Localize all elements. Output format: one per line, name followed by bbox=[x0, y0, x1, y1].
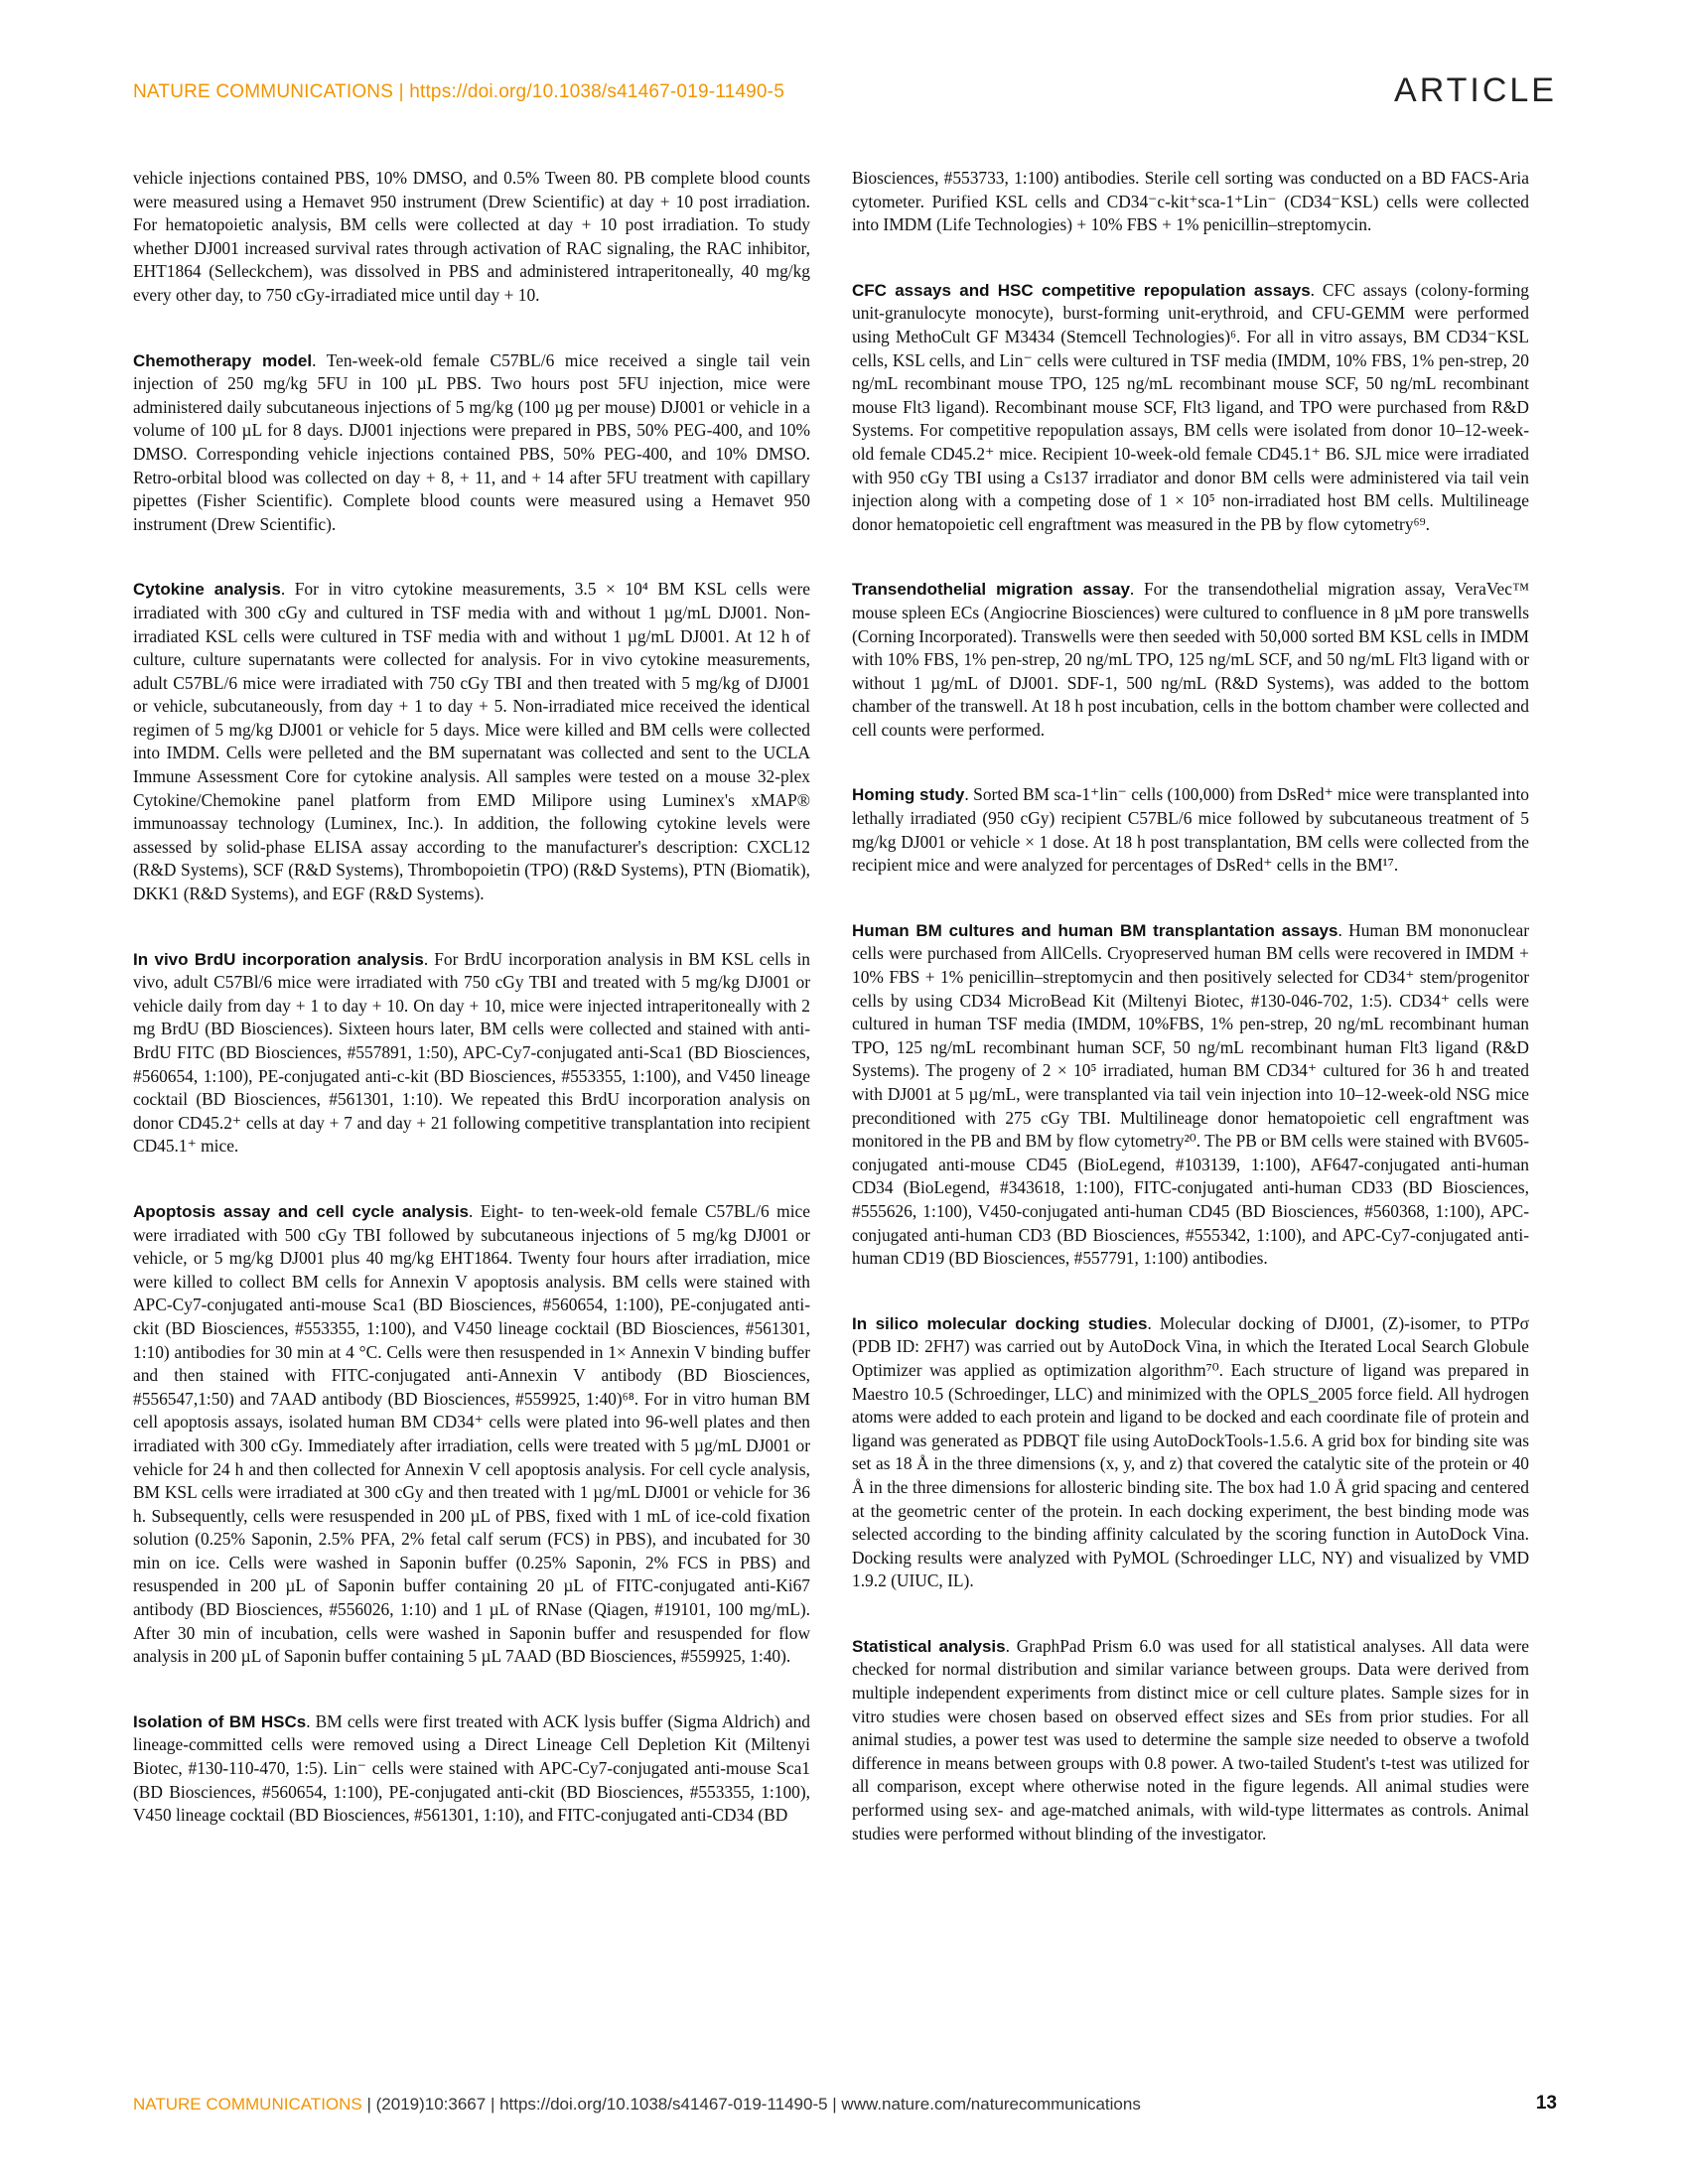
article-type-label: ARTICLE bbox=[1394, 71, 1557, 109]
section-body bbox=[852, 919, 1529, 1271]
section-homing-study bbox=[852, 783, 1529, 877]
section-body bbox=[852, 279, 1529, 537]
section-body bbox=[852, 167, 1529, 237]
section-body bbox=[133, 948, 810, 1159]
section-heading: Isolation of BM HSCs bbox=[133, 1711, 307, 1731]
section-body bbox=[133, 349, 810, 537]
section-text: . Molecular docking of DJ001, (Z)-isomer, to PTPσ (PDB ID: 2FH7) was carried out by AutoDock Vina, in which the Iterated Local Search Globule Optimizer was applied as optimization algorithm⁷⁰. Each structure of ligand was prepared in Maestro 10.5 (Schroedinger, LLC) and minimized with the OPLS_2005 force field. All hydrogen atoms were added to each protein and ligand to be docked and each coordinate file of protein and ligand was generated as PDBQT file using AutoDockTools-1.5.6. A grid box for binding site was set as 18 Å in the three dimensions (x, y, and z) that covered the catalytic site of the protein or 40 Å in the three dimensions for allosteric binding site. The box had 1.0 Å grid spacing and centered at the geometric center of the protein. In each docking experiment, the best binding mode was selected according to the binding affinity calculated by the scoring function in AutoDock Vina. Docking results were analyzed with PyMOL (Schroedinger LLC, NY) and visualized by VMD 1.9.2 (UIUC, IL). bbox=[852, 1312, 1529, 1591]
doi-link[interactable]: https://doi.org/10.1038/s41467-019-11490-5 bbox=[409, 81, 784, 102]
footer-journal-name: NATURE COMMUNICATIONS bbox=[133, 2095, 362, 2114]
journal-doi-line bbox=[133, 81, 784, 103]
header-separator: | bbox=[393, 81, 410, 102]
footer-citation[interactable]: | (2019)10:3667 | https://doi.org/10.1038/s41467-019-11490-5 | www.nature.com/naturecommunications bbox=[361, 2095, 1141, 2114]
section-body bbox=[133, 1200, 810, 1669]
section-body bbox=[133, 578, 810, 905]
journal-name: NATURE COMMUNICATIONS bbox=[133, 81, 394, 102]
section-text: . For BrdU incorporation analysis in BM KSL cells in vivo, adult C57Bl/6 mice were irradiated with 750 cGy TBI and treated with 5 mg/kg DJ001 or vehicle daily from day + 1 to day + 10. On day + 10, mice were injected intraperitoneally with 2 mg BrdU (BD Biosciences). Sixteen hours later, BM cells were collected and stained with anti-BrdU FITC (BD Biosciences, #557891, 1:50), APC-Cy7-conjugated anti-Sca1 (BD Biosciences, #560654, 1:100), PE-conjugated anti-c-kit (BD Biosciences, #553355, 1:100), and V450 lineage cocktail (BD Biosciences, #561301, 1:10). We repeated this BrdU incorporation analysis on donor CD45.2⁺ cells at day + 7 and day + 21 following competitive transplantation into recipient CD45.1⁺ mice. bbox=[133, 948, 811, 1157]
section-body bbox=[133, 1710, 810, 1828]
section-docking-studies bbox=[852, 1312, 1529, 1593]
section-brdu-incorporation bbox=[133, 948, 810, 1159]
section-text: . For the transendothelial migration assay, VeraVec™ mouse spleen ECs (Angiocrine Biosciences) were cultured to confluence in 8 µM pore transwells (Corning Incorporated). Transwells were then seeded with 50,000 sorted BM KSL cells in IMDM with 10% FBS, 1% pen-strep, 20 ng/mL TPO, 125 ng/mL SCF, and 50 ng/mL Flt3 ligand with or without 1 µg/mL of DJ001. SDF-1, 500 ng/mL (R&D Systems), was added to the bottom chamber of the transwell. At 18 h post incubation, cells in the bottom chamber were collected and cell counts were performed. bbox=[852, 579, 1529, 740]
section-heading: Statistical analysis bbox=[852, 1636, 1006, 1656]
section-cytokine-analysis bbox=[133, 578, 810, 905]
section-heading: Chemotherapy model bbox=[133, 350, 313, 370]
section-body bbox=[133, 167, 810, 308]
section-apoptosis-cell-cycle bbox=[133, 1200, 810, 1669]
section-heading: Human BM cultures and human BM transplantation assays bbox=[852, 920, 1338, 940]
section-isolation-bm-hscs bbox=[133, 1710, 810, 1828]
section-heading: CFC assays and HSC competitive repopulation assays bbox=[852, 280, 1311, 300]
section-vehicle-continuation bbox=[133, 167, 810, 308]
section-text: . Ten-week-old female C57BL/6 mice received a single tail vein injection of 250 mg/kg 5FU in 100 µL PBS. Two hours post 5FU injection, mice were administered daily subcutaneous injections of 5 mg/kg (100 µg per mouse) DJ001 or vehicle in a volume of 100 µL for 8 days. DJ001 injections were prepared in PBS, 50% PEG-400, and 10% DMSO. Corresponding vehicle injections contained PBS, 50% PEG-400, and 10% DMSO. Retro-orbital blood was collected on day + 8, + 11, and + 14 after 5FU treatment with capillary pipettes (Fisher Scientific). Complete blood counts were measured using a Hemavet 950 instrument (Drew Scientific). bbox=[133, 349, 810, 534]
section-text: . BM cells were first treated with ACK lysis buffer (Sigma Aldrich) and lineage-committed cells were removed using a Direct Lineage Cell Depletion Kit (Miltenyi Biotec, #130-110-470, 1:5). Lin⁻ cells were stained with APC-Cy7-conjugated anti-mouse Sca1 (BD Biosciences, #560654, 1:100), PE-conjugated anti-ckit (BD Biosciences, #553355, 1:100), V450 lineage cocktail (BD Biosciences, #561301, 1:10), and FITC-conjugated anti-CD34 (BD bbox=[133, 1710, 810, 1826]
section-heading: Transendothelial migration assay bbox=[852, 580, 1130, 600]
section-heading: In silico molecular docking studies bbox=[852, 1313, 1148, 1333]
left-column bbox=[133, 167, 810, 1869]
section-heading: In vivo BrdU incorporation analysis bbox=[133, 949, 424, 969]
section-body bbox=[852, 783, 1529, 877]
section-text: . Sorted BM sca-1⁺lin⁻ cells (100,000) from DsRed⁺ mice were transplanted into lethally irradiated (950 cGy) recipient C57BL/6 mice followed by subcutaneous treatment of 5 mg/kg DJ001 or vehicle × 1 dose. At 18 h post transplantation, BM cells were collected from the recipient mice and were analyzed for percentages of DsRed⁺ cells in the BM¹⁷. bbox=[852, 784, 1529, 876]
section-text: . Human BM mononuclear cells were purchased from AllCells. Cryopreserved human BM cells were recovered in IMDM + 10% FBS + 1% penicillin–streptomycin and then positively selected for CD34⁺ stem/progenitor cells by using CD34 MicroBead Kit (Miltenyi Biotec, #130-046-702, 1:5). CD34⁺ cells were cultured in human TSF media (IMDM, 10%FBS, 1% pen-strep, 20 ng/mL recombinant human TPO, 125 ng/mL recombinant human SCF, 50 ng/mL recombinant human Flt3 ligand (R&D Systems). The progeny of 2 × 10⁵ irradiated, human BM CD34⁺ cultured for 36 h and treated with DJ001 at 5 µg/mL, were transplanted via tail vein injection into 10–12-week-old NSG mice preconditioned with 275 cGy TBI. Multilineage donor hematopoietic cell engraftment was monitored in the PB and BM by flow cytometry²⁰. The PB or BM cells were stained with BV605-conjugated anti-mouse CD45 (BioLegend, #103139, 1:100), AF647-conjugated anti-human CD34 (BioLegend, #343618, 1:100), FITC-conjugated anti-human CD33 (BD Biosciences, #555626, 1:100), V450-conjugated anti-human CD45 (BD Biosciences, #560368, 1:100), APC-conjugated anti-human CD3 (BD Biosciences, #555342, 1:100), and APC-Cy7-conjugated anti-human CD19 (BD Biosciences, #557791, 1:100) antibodies. bbox=[852, 919, 1529, 1269]
section-human-bm bbox=[852, 919, 1529, 1271]
section-statistical-analysis bbox=[852, 1635, 1529, 1845]
section-body bbox=[852, 1312, 1529, 1593]
page-header bbox=[133, 71, 1557, 111]
section-chemotherapy-model bbox=[133, 349, 810, 537]
page-footer bbox=[133, 2091, 1557, 2120]
section-text: . For in vitro cytokine measurements, 3.5 × 10⁴ BM KSL cells were irradiated with 300 cGy and cultured in TSF media with and without 1 µg/mL DJ001. Non-irradiated KSL cells were cultured in TSF media with and without 1 µg/mL DJ001. At 12 h of culture, culture supernatants were collected for analysis. For in vivo cytokine measurements, adult C57BL/6 mice were irradiated with 750 cGy TBI and then treated with 5 mg/kg of DJ001 or vehicle, subcutaneously, from day + 1 to day + 5. Non-irradiated mice received the identical regimen of 5 mg/kg DJ001 or vehicle for 5 days. Mice were killed and BM cells were collected into IMDM. Cells were pelleted and the BM supernatant was collected and sent to the UCLA Immune Assessment Core for cytokine analysis. All samples were tested on a mouse 32-plex Cytokine/Chemokine panel platform from EMD Milipore using Luminex's xMAP® immunoassay technology (Luminex, Inc.). In addition, the following cytokine levels were assessed by solid-phase ELISA assay according to the manufacturer's description: CXCL12 (R&D Systems), SCF (R&D Systems), Thrombopoietin (TPO) (R&D Systems), PTN (Biomatik), DKK1 (R&D Systems), and EGF (R&D Systems). bbox=[133, 579, 810, 904]
section-text: . Eight- to ten-week-old female C57BL/6 mice were irradiated with 500 cGy TBI followed by subcutaneous injections of 5 mg/kg DJ001 or vehicle, or 5 mg/kg DJ001 plus 40 mg/kg EHT1864. Twenty four hours after irradiation, mice were killed to collect BM cells for Annexin V apoptosis analysis. BM cells were stained with APC-Cy7-conjugated anti-mouse Sca1 (BD Biosciences, #560654, 1:100), PE-conjugated anti-ckit (BD Biosciences, #553355, 1:100), and V450 lineage cocktail (BD Biosciences, #561301, 1:10) antibodies for 30 min at 4 °C. Cells were then resuspended in 1× Annexin V binding buffer and then stained with FITC-conjugated anti-Annexin V antibody (BD Biosciences, #556547,1:50) and 7AAD antibody (BD Biosciences, #559925, 1:40)⁶⁸. For in vitro human BM cell apoptosis assays, isolated human BM CD34⁺ cells were plated into 96-well plates and then irradiated with 300 cGy. Immediately after irradiation, cells were treated with 5 µg/mL DJ001 or vehicle for 24 h and then collected for Annexin V cell apoptosis analysis. For cell cycle analysis, BM KSL cells were irradiated at 300 cGy and then treated with 1 µg/mL DJ001 or vehicle for 36 h. Subsequently, cells were resuspended in 200 µL of PBS, fixed with 1 mL of ice-cold fixation solution (0.25% Saponin, 2.5% PFA, 2% fetal calf serum (FCS) in PBS), and incubated for 30 min on ice. Cells were washed in Saponin buffer (0.25% Saponin, 2% FCS in PBS) and resuspended in 200 µL of Saponin buffer containing 20 µL of FITC-conjugated anti-Ki67 antibody (BD Biosciences, #556026, 1:10) and 1 µL of RNase (Qiagen, #19101, 100 mg/mL). After 30 min of incubation, cells were washed in Saponin buffer and resuspended for flow analysis in 200 µL of Saponin buffer containing 5 µL 7AAD (BD Biosciences, #559925, 1:40). bbox=[133, 1200, 810, 1667]
page-number: 13 bbox=[1535, 2093, 1557, 2114]
section-heading: Apoptosis assay and cell cycle analysis bbox=[133, 1201, 470, 1221]
section-body bbox=[852, 578, 1529, 742]
section-heading: Cytokine analysis bbox=[133, 580, 281, 600]
section-text: . GraphPad Prism 6.0 was used for all statistical analyses. All data were checked for normal distribution and similar variance between groups. Data were derived from multiple independent experiments from distinct mice or cell culture plates. Sample sizes for in vitro studies were chosen based on observed effect sizes and SEs from prior studies. For all animal studies, a power test was used to determine the sample size needed to observe a twofold difference in means between groups with 0.8 power. A two-tailed Student's t-test was utilized for all comparison, except where otherwise noted in the figure legends. All animal studies were performed using sex- and age-matched animals, with wild-type littermates as controls. Animal studies were performed without blinding of the investigator. bbox=[852, 1635, 1529, 1843]
section-text: vehicle injections contained PBS, 10% DMSO, and 0.5% Tween 80. PB complete blood counts were measured using a Hemavet 950 instrument (Drew Scientific) at day + 10 post irradiation. For hematopoietic analysis, BM cells were collected at day + 10 post irradiation. To study whether DJ001 increased survival rates through activation of RAC signaling, the RAC inhibitor, EHT1864 (Selleckchem), was dissolved in PBS and administered intraperitoneally, 40 mg/kg every other day, to 750 cGy-irradiated mice until day + 10. bbox=[133, 168, 810, 305]
footer-citation-line bbox=[133, 2095, 1141, 2115]
section-body bbox=[852, 1635, 1529, 1845]
section-heading: Homing study bbox=[852, 785, 965, 805]
section-text: Biosciences, #553733, 1:100) antibodies. Sterile cell sorting was conducted on a BD FACS-Aria cytometer. Purified KSL cells and CD34⁻c-kit⁺sca-1⁺Lin⁻ (CD34⁻KSL) cells were collected into IMDM (Life Technologies) + 10% FBS + 1% penicillin–streptomycin. bbox=[852, 168, 1529, 235]
section-isolation-continuation bbox=[852, 167, 1529, 237]
section-transendothelial-migration bbox=[852, 578, 1529, 742]
section-cfc-assays bbox=[852, 279, 1529, 537]
right-column bbox=[852, 167, 1529, 1887]
section-text: . CFC assays (colony-forming unit-granulocyte monocyte), burst-forming unit-erythroid, and CFU-GEMM were performed using MethoCult GF M3434 (Stemcell Technologies)⁶. For all in vitro assays, BM CD34⁻KSL cells, KSL cells, and Lin⁻ cells were cultured in TSF media (IMDM, 10% FBS, 1% pen-strep, 20 ng/mL recombinant mouse TPO, 125 ng/mL recombinant mouse SCF, 50 ng/mL recombinant mouse Flt3 ligand). Recombinant mouse SCF, Flt3 ligand, and TPO were purchased from R&D Systems. For competitive repopulation assays, BM cells were isolated from donor 10–12-week-old female CD45.2⁺ mice. Recipient 10-week-old female CD45.1⁺ B6. SJL mice were irradiated with 950 cGy TBI using a Cs137 irradiator and donor BM cells were administered via tail vein injection along with a competing dose of 1 × 10⁵ non-irradiated host BM cells. Multilineage donor hematopoietic cell engraftment was measured in the PB by flow cytometry⁶⁹. bbox=[852, 279, 1529, 534]
